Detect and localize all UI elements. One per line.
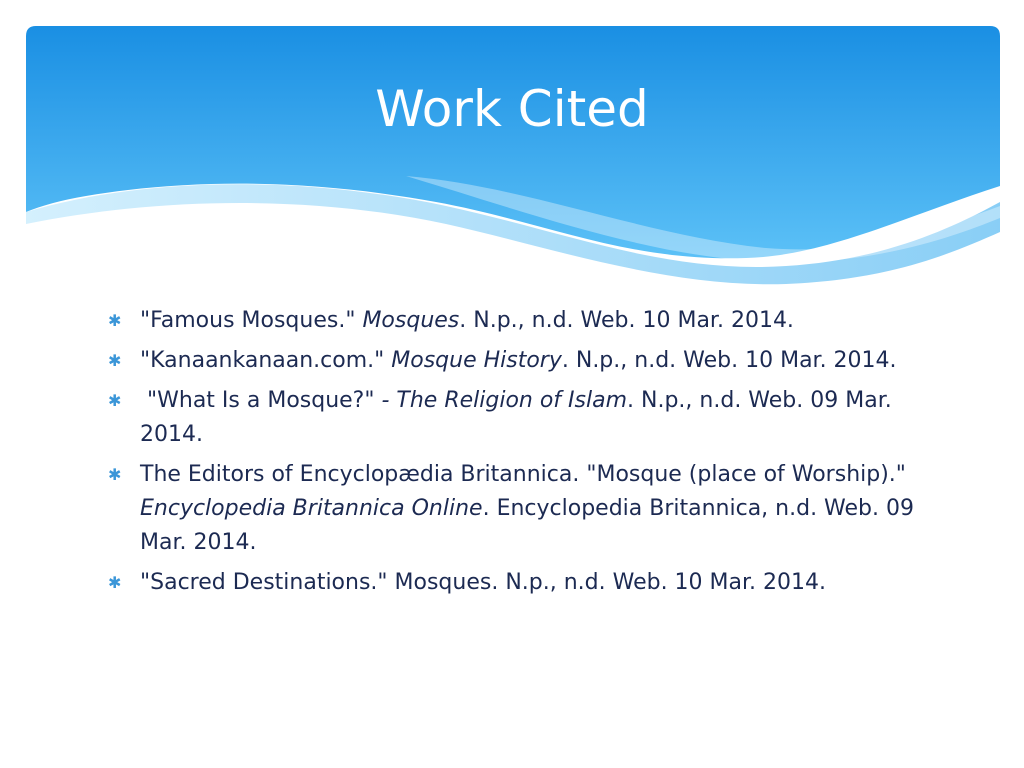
citation-prefix: "Famous Mosques." [140, 308, 363, 333]
citation-list [108, 304, 918, 606]
citation-text [140, 308, 794, 333]
asterisk-icon: ✱ [108, 465, 122, 484]
header-wave-graphic [26, 26, 1000, 296]
citation-suffix: . N.p., n.d. Web. 09 Mar. 2014. [140, 388, 892, 447]
citation-prefix: The Editors of Encyclopædia Britannica. "Mosque (place of Worship)." [140, 462, 906, 487]
asterisk-icon: ✱ [108, 311, 122, 330]
citation-item [108, 384, 918, 452]
citation-text [140, 570, 826, 595]
citation-item [108, 304, 918, 338]
citation-item [108, 458, 918, 560]
citation-text [140, 348, 897, 373]
citation-item [108, 344, 918, 378]
asterisk-icon: ✱ [108, 573, 122, 592]
citation-suffix: . N.p., n.d. Web. 10 Mar. 2014. [459, 308, 794, 333]
citation-source-title: Mosques [362, 308, 460, 333]
asterisk-icon: ✱ [108, 351, 122, 370]
header-band [26, 26, 1000, 296]
citation-prefix: "Kanaankanaan.com." [140, 348, 392, 373]
slide-title: Work Cited [375, 80, 649, 138]
citation-text [140, 462, 914, 555]
asterisk-icon: ✱ [108, 391, 122, 410]
citation-source-title: Mosque History [391, 348, 562, 373]
citation-source-title: Encyclopedia Britannica Online [140, 496, 483, 521]
citation-item [108, 566, 918, 600]
citation-prefix: "What Is a Mosque?" [140, 388, 382, 413]
citation-text [140, 388, 892, 447]
citation-source-title: - The Religion of Islam [381, 388, 628, 413]
citation-suffix: . N.p., n.d. Web. 10 Mar. 2014. [561, 348, 897, 373]
citation-suffix: . Encyclopedia Britannica, n.d. Web. 09 Mar. 2014. [140, 496, 914, 555]
citation-prefix: "Sacred Destinations." Mosques. N.p., n.d. Web. 10 Mar. 2014. [140, 570, 826, 595]
